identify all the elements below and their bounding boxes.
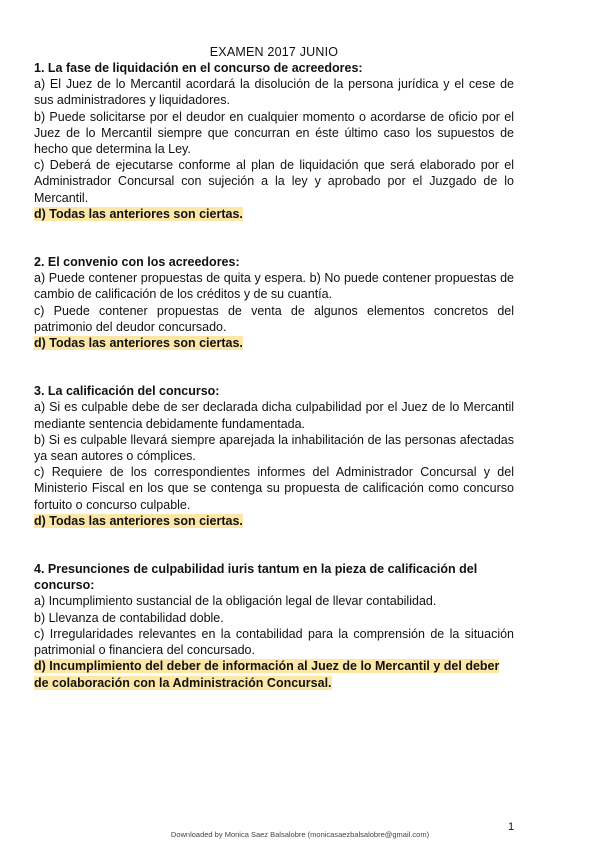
correct-answer (34, 513, 514, 529)
answer-highlight: d) Todas las anteriores son ciertas. (34, 336, 243, 351)
question-1 (34, 60, 514, 222)
page-number: 1 (508, 821, 515, 833)
option-c: c) Requiere de los correspondientes informes del Administrador Concursal y del Ministerio Fiscal en los que se contenga su propuesta de calificación como concurso fortuito o concurso culpable. (34, 465, 514, 512)
correct-answer (34, 206, 514, 222)
option-a-b: a) Puede contener propuestas de quita y espera. b) No puede contener propuestas de cambio de calificación de los créditos y de su cuantía. (34, 271, 514, 302)
exam-page (34, 44, 514, 691)
option-a: a) El Juez de lo Mercantil acordará la disolución de la persona jurídica y el cese de sus administradores y liquidadores. (34, 77, 514, 108)
option-b: b) Puede solicitarse por el deudor en cualquier momento o acordarse de oficio por el Juez de lo Mercantil siempre que concurran en éste último caso los supuestos de hecho que determina la Ley. (34, 109, 514, 157)
exam-title: EXAMEN 2017 JUNIO (209, 45, 339, 59)
option-b: b) Si es culpable llevará siempre aparejada la inhabilitación de las personas afectadas ya sean autores o cómplices. (34, 432, 514, 464)
option-c: c) Irregularidades relevantes en la contabilidad para la comprensión de la situación patrimonial o financiera del concursado. (34, 626, 514, 658)
answer-highlight: d) Todas las anteriores son ciertas. (34, 206, 243, 221)
answer-highlight: d) Incumplimiento del deber de información al Juez de lo Mercantil y del deber de colaboración con la Administración Concursal. (34, 659, 500, 690)
question-heading: 3. La calificación del concurso: (34, 384, 220, 399)
spacer (34, 222, 514, 254)
correct-answer (34, 335, 514, 351)
question-heading: 2. El convenio con los acreedores: (34, 255, 240, 270)
question-heading: 1. La fase de liquidación en el concurso de acreedores: (34, 61, 363, 75)
correct-answer (34, 658, 514, 690)
answer-highlight: d) Todas las anteriores son ciertas. (34, 513, 243, 528)
question-2 (34, 254, 514, 351)
question-3 (34, 383, 514, 529)
option-a: a) Si es culpable debe de ser declarada dicha culpabilidad por el Juez de lo Mercantil mediante sentencia debidamente fundamentada. (34, 400, 514, 431)
option-c: c) Deberá de ejecutarse conforme al plan de liquidación que será elaborado por el Administrador Concursal con sujeción a la ley y aprobado por el Juzgado de lo Mercantil. (34, 158, 514, 205)
spacer (34, 351, 514, 383)
question-4 (34, 561, 514, 691)
option-b: b) Llevanza de contabilidad doble. (34, 610, 224, 625)
spacer (34, 529, 514, 561)
question-heading: 4. Presunciones de culpabilidad iuris tantum en la pieza de calificación del concurso: (34, 562, 478, 593)
option-c: c) Puede contener propuestas de venta de algunos elementos concretos del patrimonio del deudor concursado. (34, 303, 514, 334)
option-a: a) Incumplimiento sustancial de la obligación legal de llevar contabilidad. (34, 594, 437, 609)
download-footer: Downloaded by Monica Saez Balsalobre (monicasaezbalsalobre@gmail.com) (170, 830, 430, 839)
